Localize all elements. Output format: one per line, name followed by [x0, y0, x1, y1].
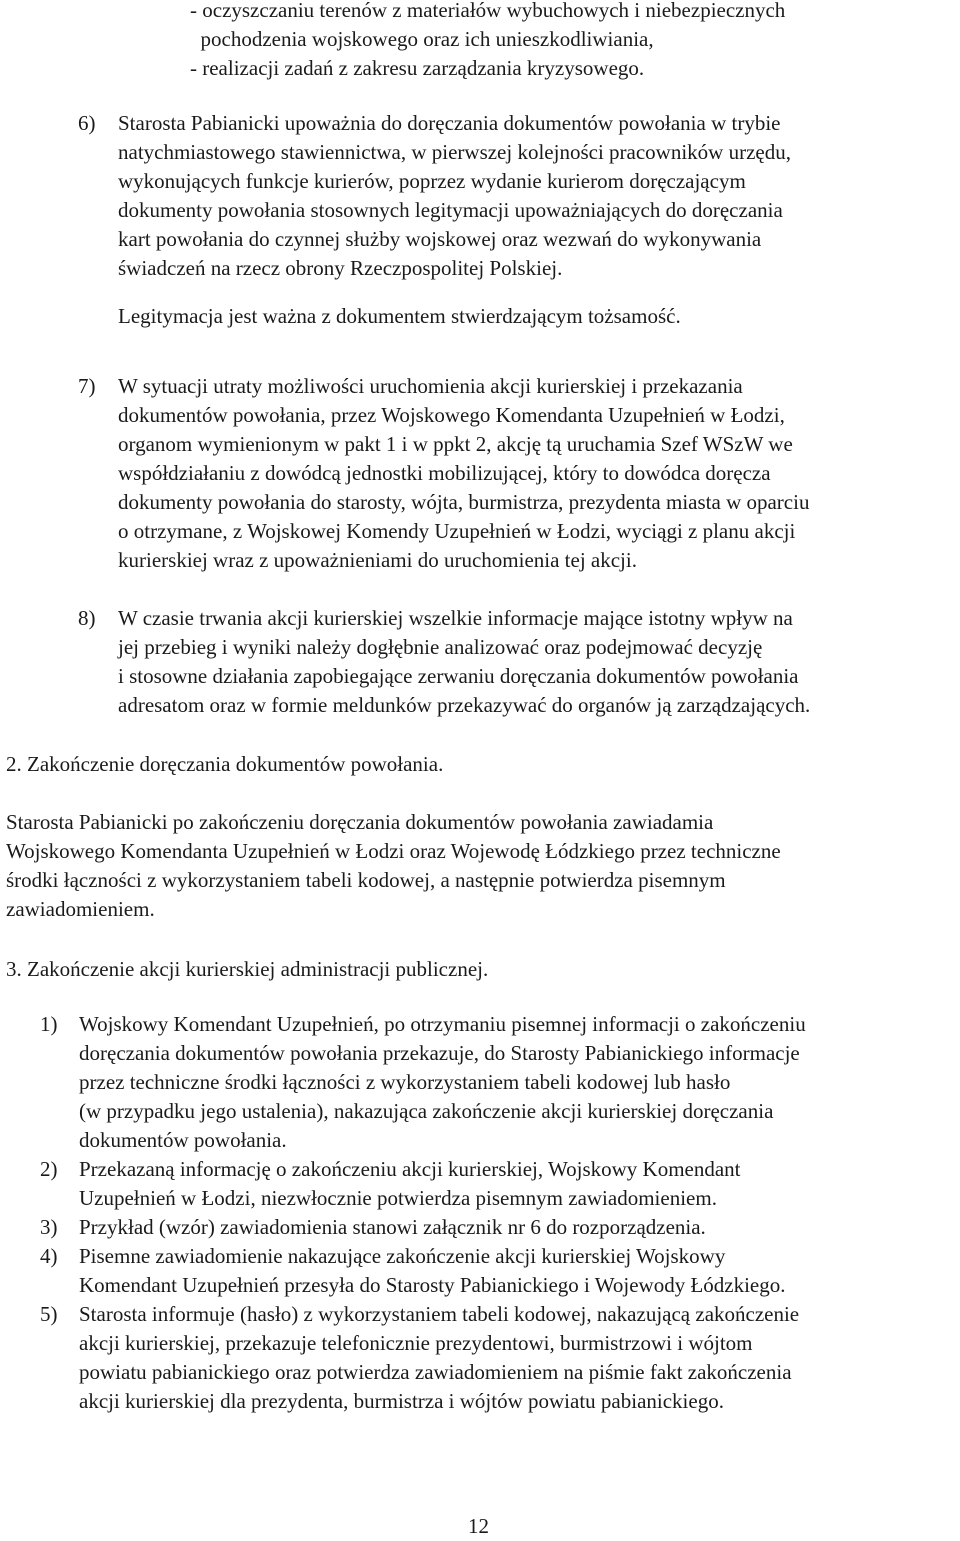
item-number: 6)	[78, 111, 96, 135]
text-line: dokumenty powołania do starosty, wójta, burmistrza, prezydenta miasta w oparciu	[118, 490, 810, 514]
item-body	[118, 604, 958, 720]
list-item-8	[78, 604, 958, 720]
text-line: Przykład (wzór) zawiadomienia stanowi załącznik nr 6 do rozporządzenia.	[79, 1215, 706, 1239]
item-number: 5)	[40, 1302, 58, 1326]
text-line: Starosta Pabianicki upoważnia do doręczania dokumentów powołania w trybie	[118, 111, 781, 135]
text-line: i stosowne działania zapobiegające zerwaniu doręczania dokumentów powołania	[118, 664, 799, 688]
item-number: 1)	[40, 1012, 58, 1036]
bullet-line: - oczyszczaniu terenów z materiałów wybuchowych i niebezpiecznych	[190, 0, 786, 22]
text-line: Wojskowy Komendant Uzupełnień, po otrzymaniu pisemnej informacji o zakończeniu	[79, 1012, 806, 1036]
text-line: przez techniczne środki łączności z wykorzystaniem tabeli kodowej lub hasło	[79, 1070, 731, 1094]
list-item	[40, 1213, 958, 1242]
section-3-list	[40, 1010, 958, 1416]
text-line: o otrzymane, z Wojskowej Komendy Uzupełnień w Łodzi, wyciągi z planu akcji	[118, 519, 796, 543]
item-number: 4)	[40, 1244, 58, 1268]
text-line: wykonujących funkcje kurierów, poprzez wydanie kurierom doręczającym	[118, 169, 746, 193]
text-line: Starosta informuje (hasło) z wykorzystaniem tabeli kodowej, nakazującą zakończenie	[79, 1302, 800, 1326]
text-line: środki łączności z wykorzystaniem tabeli kodowej, a następnie potwierdza pisemnym	[6, 868, 726, 892]
continued-bullet-list	[190, 0, 960, 83]
item-number: 8)	[78, 606, 96, 630]
item-number: 7)	[78, 374, 96, 398]
section-heading-2: 2. Zakończenie doręczania dokumentów powołania.	[6, 752, 444, 776]
list-item-7	[78, 372, 958, 575]
text-line: dokumentów powołania.	[79, 1128, 287, 1152]
text-line: adresatom oraz w formie meldunków przekazywać do organów ją zarządzających.	[118, 693, 811, 717]
item-body	[118, 109, 958, 283]
list-item	[40, 1242, 958, 1300]
text-line: Pisemne zawiadomienie nakazujące zakończenie akcji kurierskiej Wojskowy	[79, 1244, 726, 1268]
text-line: kart powołania do czynnej służby wojskowej oraz wezwań do wykonywania	[118, 227, 762, 251]
text-line: jej przebieg i wyniki należy dogłębnie analizować oraz podejmować decyzję	[118, 635, 763, 659]
text-line: świadczeń na rzecz obrony Rzeczpospolitej Polskiej.	[118, 256, 563, 280]
text-line: (w przypadku jego ustalenia), nakazująca zakończenie akcji kurierskiej doręczania	[79, 1099, 774, 1123]
text-line: Komendant Uzupełnień przesyła do Starosty Pabianickiego i Wojewody Łódzkiego.	[79, 1273, 786, 1297]
list-item	[40, 1010, 958, 1155]
text-line: powiatu pabianickiego oraz potwierdza zawiadomieniem na piśmie fakt zakończenia	[79, 1360, 792, 1384]
page-number: 12	[468, 1514, 489, 1538]
bullet-line: pochodzenia wojskowego oraz ich unieszkodliwiania,	[190, 27, 654, 51]
list-item	[40, 1300, 958, 1416]
section-heading-3: 3. Zakończenie akcji kurierskiej administracji publicznej.	[6, 957, 489, 981]
text-line: Przekazaną informację o zakończeniu akcji kurierskiej, Wojskowy Komendant	[79, 1157, 741, 1181]
text-line: doręczania dokumentów powołania przekazuje, do Starosty Pabianickiego informacje	[79, 1041, 800, 1065]
text-line: współdziałaniu z dowódcą jednostki mobilizującej, który to dowódca doręcza	[118, 461, 771, 485]
text-line: kurierskiej wraz z upoważnieniami do uruchomienia tej akcji.	[118, 548, 637, 572]
text-line: dokumentów powołania, przez Wojskowego Komendanta Uzupełnień w Łodzi,	[118, 403, 785, 427]
bullet-line: - realizacji zadań z zakresu zarządzania kryzysowego.	[190, 56, 645, 80]
list-item	[40, 1155, 958, 1213]
text-line: Uzupełnień w Łodzi, niezwłocznie potwierdza pisemnym zawiadomieniem.	[79, 1186, 717, 1210]
text-line: natychmiastowego stawiennictwa, w pierwszej kolejności pracowników urzędu,	[118, 140, 791, 164]
text-line: Wojskowego Komendanta Uzupełnień w Łodzi oraz Wojewodę Łódzkiego przez techniczne	[6, 839, 781, 863]
text-line: Starosta Pabianicki po zakończeniu doręczania dokumentów powołania zawiadamia	[6, 810, 714, 834]
item-note: Legitymacja jest ważna z dokumentem stwierdzającym tożsamość.	[118, 304, 681, 328]
item-number: 3)	[40, 1215, 58, 1239]
text-line: akcji kurierskiej dla prezydenta, burmistrza i wójtów powiatu pabianickiego.	[79, 1389, 724, 1413]
item-body	[118, 372, 958, 575]
text-line: zawiadomieniem.	[6, 897, 155, 921]
text-line: W czasie trwania akcji kurierskiej wszelkie informacje mające istotny wpływ na	[118, 606, 793, 630]
item-number: 2)	[40, 1157, 58, 1181]
text-line: W sytuacji utraty możliwości uruchomienia akcji kurierskiej i przekazania	[118, 374, 743, 398]
text-line: dokumenty powołania stosownych legitymacji upoważniających do doręczania	[118, 198, 783, 222]
list-item-6	[78, 109, 958, 331]
text-line: akcji kurierskiej, przekazuje telefonicznie prezydentowi, burmistrzowi i wójtom	[79, 1331, 753, 1355]
section-2-paragraph	[6, 808, 956, 924]
text-line: organom wymienionym w pakt 1 i w ppkt 2, akcję tą uruchamia Szef WSzW we	[118, 432, 793, 456]
